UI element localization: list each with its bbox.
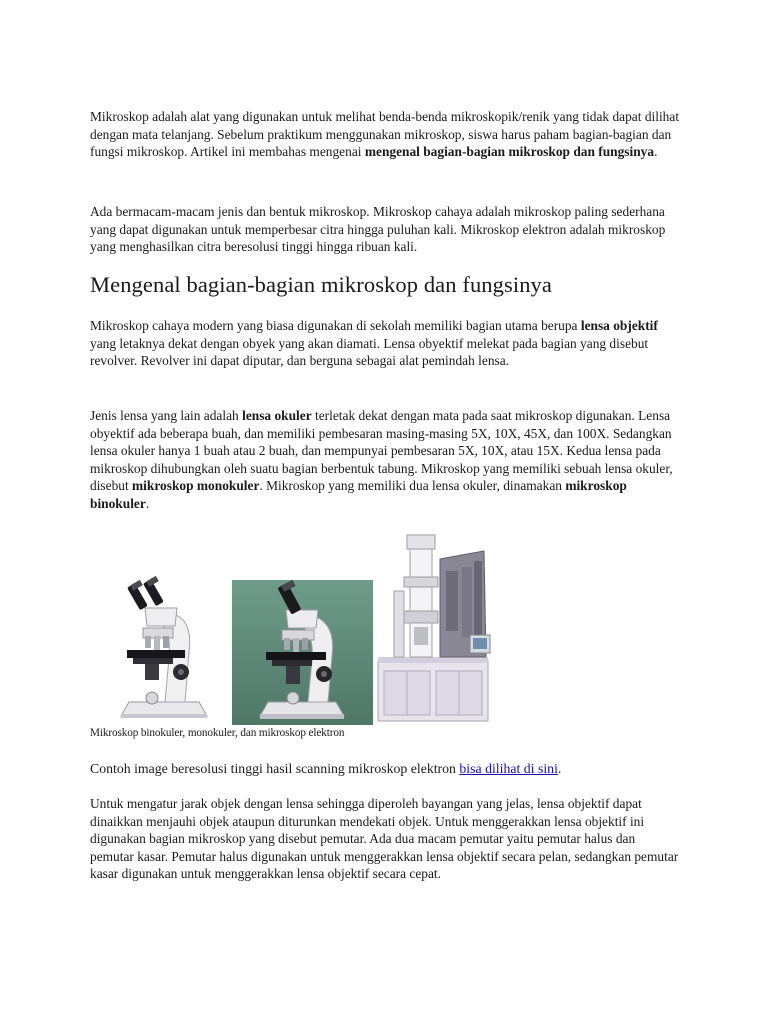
intro-paragraph [90, 108, 680, 161]
ocular-text-1: Jenis lensa yang lain adalah [90, 408, 243, 423]
view-here-link[interactable]: bisa dilihat di sini [459, 761, 558, 776]
intro-text-end: . [654, 144, 658, 160]
ocular-text-3: . Mikroskop yang memiliki dua lensa okuler, dinamakan [259, 478, 566, 494]
objective-lens-paragraph [90, 317, 680, 370]
monokuler-bold-term: mikroskop monokuler [132, 478, 260, 494]
intro-text: Mikroskop adalah alat yang digunakan untuk melihat benda-benda mikroskopik/renik yang tidak dapat dilihat dengan mata telanjang. Sebelum praktikum menggunakan mikroskop, siswa harus paham bagian-bagian dan fungsi mikroskop. Artikel ini membahas mengenai [90, 109, 680, 160]
sample-text: Contoh image beresolusi tinggi hasil scanning mikroskop elektron [90, 761, 460, 776]
types-text: Ada bermacam-macam jenis dan bentuk mikroskop. Mikroskop cahaya adalah mikroskop paling sederhana yang dapat digunakan untuk memperbesar citra hingga puluhan kali. Mikroskop elektron adalah mikroskop yang menghasilkan citra beresolusi tinggi hingga ribuan kali. [90, 204, 666, 255]
sample-text-end: . [557, 761, 562, 776]
ocular-bold-term: lensa okuler [242, 408, 312, 423]
intro-bold-term: mengenal bagian-bagian mikroskop dan fungsinya [364, 144, 655, 160]
focus-text: Untuk mengatur jarak objek dengan lensa sehingga diperoleh bayangan yang jelas, lensa objektif dapat dinaikkan menjauhi objek ataupun diturunkan mendekati objek. Untuk menggerakkan lensa objektif ini digunakan bagian mikroskop yang disebut pemutar. Ada dua macam pemutar yaitu pemutar halus dan pemutar kasar. Pemutar halus digunakan untuk menggerakkan lensa objektif secara pelan, sedangkan pemutar kasar digunakan untuk menggerakkan lensa objektif secara cepat. [90, 796, 679, 882]
types-paragraph [90, 203, 680, 256]
ocular-text-2: terletak dekat dengan mata pada saat mikroskop digunakan. Lensa obyektif ada beberapa buah, dan memiliki pembesaran masing-masing 5X, 10X, 45X, dan 100X. Sedangkan lensa okuler hanya 1 buah atau 2 buah, dan mempunyai pembesaran 5X, 10X, atau 15X. Kedua lensa pada mikroskop dihubungkan oleh suatu bagian berbentuk tabung. Mikroskop yang memiliki sebuah lensa okuler, disebut [90, 408, 673, 494]
monocular-microscope-image [232, 580, 373, 725]
electron-microscope-image [374, 531, 504, 725]
ocular-lens-paragraph [90, 407, 680, 513]
image-caption: Mikroskop binokuler, monokuler, dan mikroskop elektron [90, 727, 345, 739]
focus-knob-paragraph [90, 795, 680, 883]
objective-bold-term: lensa objektif [580, 318, 658, 333]
ocular-text-end: . [145, 495, 150, 511]
section-heading: Mengenal bagian-bagian mikroskop dan fungsinya [90, 272, 552, 297]
objective-text-end: yang letaknya dekat dengan obyek yang akan diamati. Lensa obyektif melekat pada bagian yang disebut revolver. Revolver ini dapat diputar, dan berguna sebagai alat pemindah lensa. [90, 335, 649, 369]
objective-text: Mikroskop cahaya modern yang biasa digunakan di sekolah memiliki bagian utama berupa [90, 318, 581, 333]
binokuler-bold-term: mikroskop binokuler [90, 478, 627, 511]
sample-image-paragraph [90, 760, 680, 778]
binocular-microscope-image [89, 574, 225, 724]
